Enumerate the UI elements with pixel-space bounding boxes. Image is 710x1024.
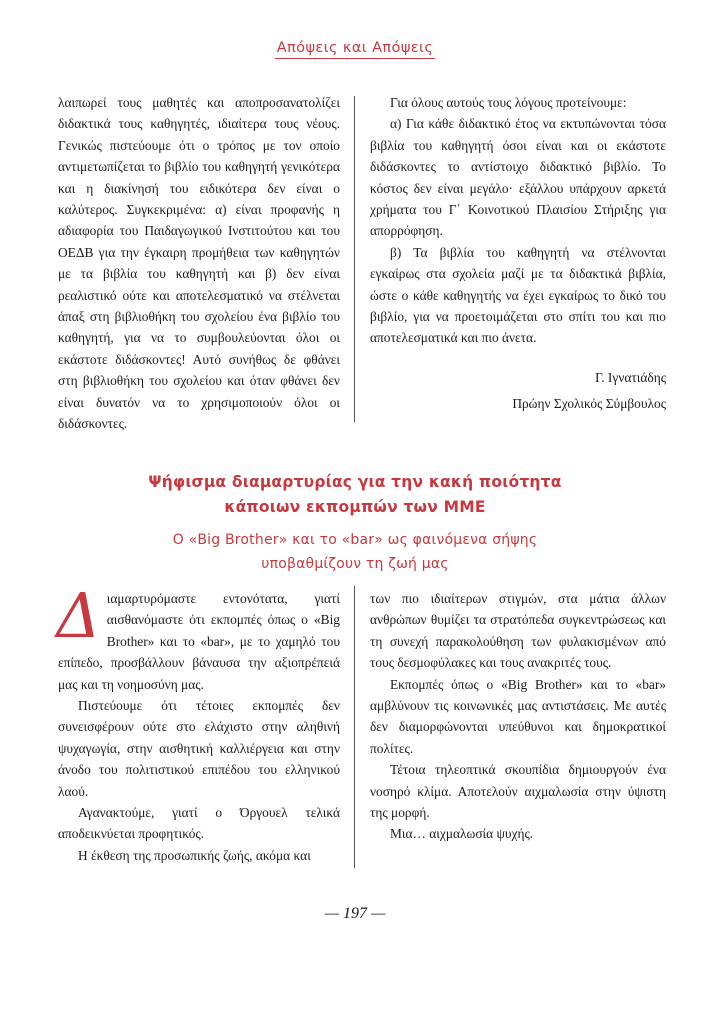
article2-right-column [370,588,666,845]
drop-cap: Δ [56,579,101,652]
article2-first-paragraph-text: ιαμαρτυρόμαστε εντονότατα, γιατί αισθανόμαστε ότι εκπομπές όπως ο «Big Brother» και το «bar», με το χαμηλό του επίπεδο, προσβάλλουν βάναυσα την αξιοπρέπειά μας και τη νοημοσύνη μας. [58,591,340,692]
article2-title-line: κάποιων εκπομπών των ΜΜΕ [224,498,486,516]
running-header-title: Απόψεις και Απόψεις [275,40,436,59]
article2-title [0,470,710,520]
article1-left-paragraph: λαιπωρεί τους μαθητές και αποπροσανατολίζει διδακτικά τους καθηγητές, ιδιαίτερα τους νέους. Γενικώς πιστεύουμε ότι ο τρόπος με τον οποίο αντιμετωπίζεται το βιβλίο του καθηγητή γενικότερα και η διακίνησή του ειδικότερα δεν είναι ο καλύτερος. Συγκεκριμένα: α) είναι προφανής η αδιαφορία του Παιδαγωγικού Ινστιτούτου και του ΟΕΔΒ για την έγκαιρη προμήθεια των καθηγητών με τα βιβλία του καθηγητή και β) δεν είναι ρεαλιστικό ούτε και αποτελεσματικό να στέλνεται άπαξ στη βιβλιοθήκη του σχολείου ένα βιβλίο του καθηγητή, για να το συμβουλεύονται όλοι οι εκάστοτε διδάσκοντες! Αυτό συνήθως δε φθάνει στη βιβλιοθήκη του σχολείου και όταν φθάνει δεν είναι δυνατόν να το χρησιμοποιούν όλοι οι διδάσκοντες. [58,95,340,432]
page-number: — 197 — [324,905,386,922]
article2-right-paragraph: Εκπομπές όπως ο «Big Brother» και το «bar» αμβλύνουν τις κοινωνικές μας αντιστάσεις. Με αυτές δεν διαμορφώνονται υπεύθυνοι και δημοκρατικοί πολίτες. [370,676,666,756]
article2-first-paragraph [56,579,340,695]
article2-left-column [56,579,340,866]
column-divider [354,96,355,422]
signature-role: Πρώην Σχολικός Σύμβουλος [512,395,666,411]
article2-left-paragraph: Η έκθεση της προσωπικής ζωής, ακόμα και [78,847,311,863]
column-divider [354,586,355,868]
article2-subtitle-line: υποβαθμίζουν τη ζωή μας [261,556,449,572]
signature-name: Γ. Ιγνατιάδης [595,369,666,385]
article2-subtitle-line: Ο «Big Brother» και το «bar» ως φαινόμενα σήψης [172,532,538,548]
article1-right-paragraph: Για όλους αυτούς τους λόγους προτείνουμε: [390,95,627,110]
signature [370,365,666,417]
article2-subtitle [0,528,710,576]
article1-left-column [58,92,340,435]
article1-right-paragraph: β) Τα βιβλία του καθηγητή να στέλνονται εγκαίρως στα σχολεία μαζί με τα διδακτικά βιβλία, ώστε ο κάθε καθηγητής να έχει εγκαίρως το δικό του βιβλίο, για να προετοιμάζεται στο σπίτι του και πιο αποτελεσματικά και πιο άνετα. [370,244,666,346]
article2-title-line: Ψήφισμα διαμαρτυρίας για την κακή ποιότητα [148,473,562,491]
article2-right-paragraph: Μια… αιχμαλωσία ψυχής. [390,826,534,842]
article2-right-paragraph: Τέτοια τηλεοπτικά σκουπίδια δημιουργούν ένα νοσηρό κλίμα. Αποτελούν αιχμαλωσία στην ύψιστη της μορφή. [370,762,666,821]
article2-right-paragraph: των πιο ιδιαίτερων στιγμών, στα μάτια άλλων ανθρώπων θυμίζει τα στρατόπεδα συγκεντρώσεως και τη συνεχή παρακολούθηση των φυλακισμένων από τους δεσμοφύλακες και τους ανακριτές τους. [370,591,666,671]
article1-right-column [370,92,666,417]
article2-left-paragraph: Αγανακτούμε, γιατί ο Όργουελ τελικά αποδεικνύεται προφητικός. [58,805,340,842]
article2-left-paragraph: Πιστεύουμε ότι τέτοιες εκπομπές δεν συνεισφέρουν ούτε στο ελάχιστο στην αληθινή ψυχαγωγία, στην αισθητική καλλιέργεια και στην άνοδο του πολιτιστικού επιπέδου του ελληνικού λαού. [58,698,340,799]
article1-right-paragraph: α) Για κάθε διδακτικό έτος να εκτυπώνονται τόσα βιβλία του καθηγητή όσοι είναι και οι εκάστοτε διδάσκοντες το αντίστοιχο διδακτικό βιβλίο. Το κόστος δεν είναι μεγάλο· εξάλλου υπάρχουν αρκετά χρήματα του Γ΄ Κοινοτικού Πλαισίου Στήριξης για απορρόφηση. [370,116,666,239]
running-header [0,40,710,56]
